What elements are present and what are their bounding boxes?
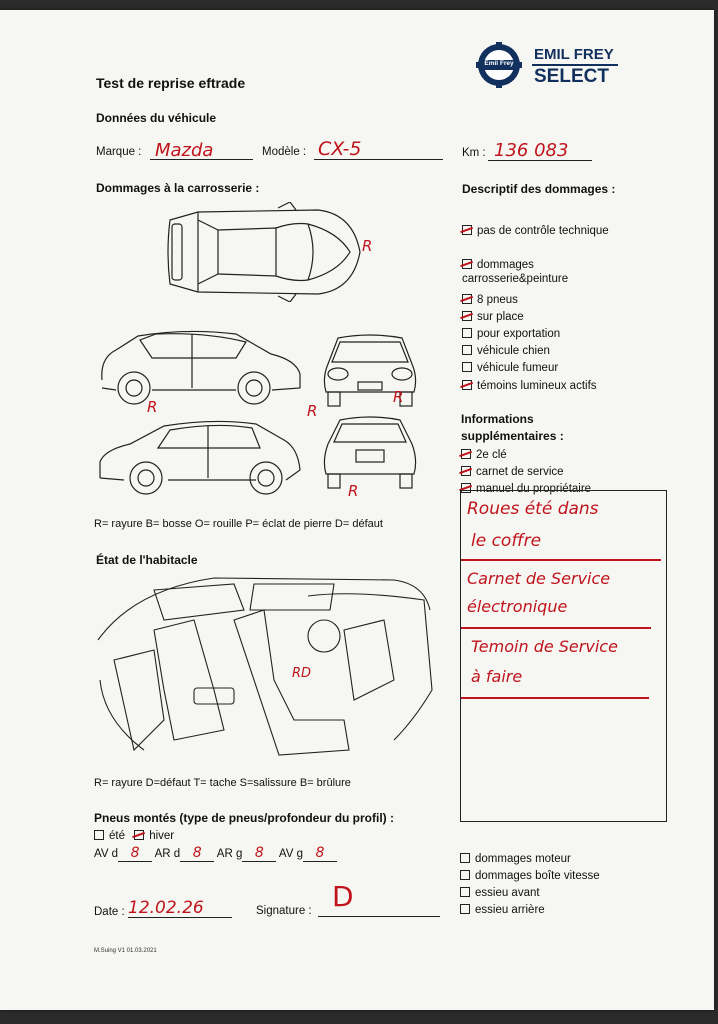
km-field: [488, 140, 592, 161]
extra-checkbox[interactable]: [461, 449, 471, 459]
note-line-5: à faire: [471, 667, 523, 686]
damage-list-heading: Descriptif des dommages :: [462, 182, 616, 196]
note-line-2: Carnet de Service: [467, 569, 611, 588]
logo-brand-line2: SELECT: [534, 66, 609, 87]
notes-box[interactable]: [460, 490, 667, 822]
damage-mark-rear: R: [348, 482, 359, 500]
note-line-1: le coffre: [471, 531, 542, 551]
document-sheet: [0, 10, 714, 1010]
mechanical-checkbox[interactable]: [460, 870, 470, 880]
note-line-4: Temoin de Service: [471, 637, 618, 656]
mechanical-checkbox[interactable]: [460, 887, 470, 897]
logo-badge-text: Emil Frey: [484, 60, 514, 67]
vehicle-heading: Données du véhicule: [96, 111, 217, 125]
brand-logo: [476, 42, 621, 88]
logo-brand-line1: EMIL FREY: [534, 46, 614, 63]
damage-item-label: dommages carrosserie&peinture: [462, 259, 569, 285]
damage-checkbox[interactable]: [462, 259, 472, 269]
damage-item-label: pour exportation: [477, 328, 561, 340]
km-label: Km :: [462, 147, 486, 159]
date-label: Date :: [94, 906, 125, 918]
mechanical-item-label: dommages boîte vitesse: [475, 870, 600, 882]
damage-item-7: [462, 379, 597, 393]
car-front-view-diagram: [320, 330, 420, 412]
modele-value: CX-5: [318, 138, 362, 160]
damage-item-6: [462, 361, 558, 375]
damage-checkbox[interactable]: [462, 362, 472, 372]
car-right-side-diagram: [96, 418, 304, 496]
mechanical-item-label: dommages moteur: [475, 853, 571, 865]
tire-depth-row: [94, 846, 337, 862]
damage-checkbox[interactable]: [462, 294, 472, 304]
signature-value: D: [332, 880, 354, 913]
signature-field: [318, 880, 440, 917]
mechanical-item-label: essieu avant: [475, 887, 540, 899]
damage-item-label: véhicule chien: [477, 345, 550, 357]
modele-field: [314, 138, 443, 160]
mechanical-item-label: essieu arrière: [475, 904, 545, 916]
av-g-label: AV g: [278, 848, 303, 860]
interior-damage-mark: RD: [292, 666, 312, 681]
damage-mark-front-left: R: [307, 402, 318, 420]
damage-item-label: sur place: [477, 311, 524, 323]
damage-item-label: pas de contrôle technique: [477, 225, 609, 237]
ar-g-value: 8: [254, 845, 264, 861]
note-line-0: Roues été dans: [467, 499, 599, 519]
mechanical-item-1: [460, 869, 600, 883]
extra-checkbox[interactable]: [461, 466, 471, 476]
signature-label: Signature :: [256, 905, 312, 917]
damage-mark-left: R: [147, 398, 158, 416]
ar-g-label: AR g: [216, 848, 243, 860]
mechanical-item-3: [460, 903, 545, 917]
damage-checkbox[interactable]: [462, 345, 472, 355]
damage-item-3: [462, 310, 524, 324]
mechanical-item-2: [460, 886, 540, 900]
damage-checkbox[interactable]: [462, 328, 472, 338]
hiver-label: hiver: [149, 830, 175, 842]
ete-checkbox[interactable]: [94, 830, 104, 840]
damage-checkbox[interactable]: [462, 380, 472, 390]
interior-diagram: [94, 570, 434, 760]
damage-item-label: 8 pneus: [477, 294, 518, 306]
extra-item-1: [461, 465, 564, 479]
marque-field: [150, 140, 253, 161]
note-line-3: électronique: [467, 597, 568, 616]
damage-item-4: [462, 327, 560, 341]
body-damage-heading: Dommages à la carrosserie :: [96, 181, 260, 195]
date-value: 12.02.26: [128, 898, 204, 918]
av-g-value: 8: [315, 845, 325, 861]
damage-item-1: [462, 258, 612, 286]
tire-type-row: [94, 829, 174, 843]
av-d-value: 8: [130, 845, 140, 861]
car-left-side-diagram: [96, 328, 304, 406]
modele-label: Modèle :: [262, 146, 307, 158]
damage-mark-front-right: R: [393, 388, 404, 406]
extra-heading-1: Informations: [461, 412, 534, 426]
damage-checkbox[interactable]: [462, 225, 472, 235]
body-damage-legend: R= rayure B= bosse O= rouille P= éclat de pierre D= défaut: [94, 518, 383, 530]
mechanical-checkbox[interactable]: [460, 853, 470, 863]
tires-heading: Pneus montés (type de pneus/profondeur du profil) :: [94, 811, 395, 825]
page-title: Test de reprise eftrade: [96, 75, 246, 91]
extra-heading-2: supplémentaires :: [461, 429, 564, 443]
mechanical-item-0: [460, 852, 571, 866]
interior-legend: R= rayure D=défaut T= tache S=salissure B= brûlure: [94, 777, 351, 789]
damage-item-label: témoins lumineux actifs: [477, 380, 597, 392]
car-top-view-diagram: [158, 202, 368, 302]
damage-item-5: [462, 344, 550, 358]
damage-item-2: [462, 293, 518, 307]
damage-mark-top: R: [362, 237, 373, 255]
damage-item-0: [462, 224, 609, 238]
mechanical-checkbox[interactable]: [460, 904, 470, 914]
damage-item-label: véhicule fumeur: [477, 362, 559, 374]
date-field: [128, 898, 232, 918]
marque-value: Mazda: [155, 140, 214, 161]
ar-d-value: 8: [192, 845, 202, 861]
extra-item-0: [461, 448, 507, 462]
marque-label: Marque :: [96, 146, 142, 158]
extra-item-label: 2e clé: [476, 449, 507, 461]
extra-item-label: carnet de service: [476, 466, 564, 478]
km-value: 136 083: [494, 140, 569, 161]
ete-label: été: [109, 830, 125, 842]
version-note: M.Suing V1 01.03.2021: [94, 948, 157, 954]
av-d-label: AV d: [94, 848, 119, 860]
ar-d-label: AR d: [154, 848, 181, 860]
hiver-checkbox[interactable]: [134, 830, 144, 840]
car-rear-view-diagram: [320, 414, 420, 496]
damage-checkbox[interactable]: [462, 311, 472, 321]
interior-heading: État de l'habitacle: [96, 553, 198, 567]
extra-item-label: manuel du propriétaire: [476, 483, 592, 495]
